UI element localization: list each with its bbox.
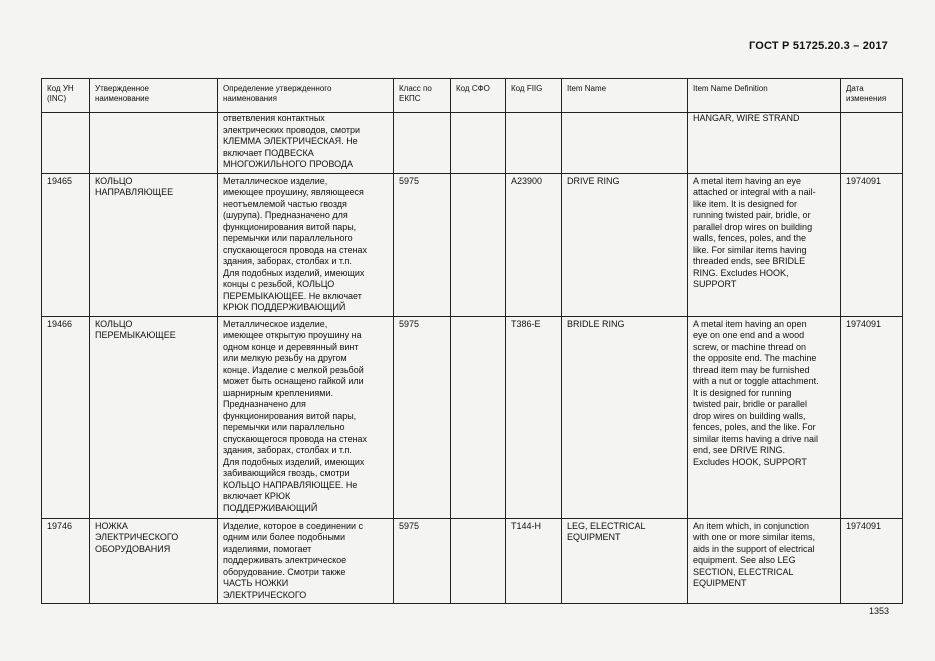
header-name: Утвержденное наименование	[90, 79, 218, 113]
cell-fiig: T144-H	[506, 518, 562, 604]
cell-name: КОЛЬЦО ПЕРЕМЫКАЮЩЕЕ	[90, 316, 218, 518]
cell-item-definition: An item which, in conjunction with one or more similar items, aids in the support of electrical equipment. See also LEG SECTION, ELECTRICAL EQUIPMENT	[688, 518, 841, 604]
cell-ekps: 5975	[394, 173, 451, 316]
table-header-row	[42, 79, 903, 113]
header-definition: Определение утвержденного наименования	[218, 79, 394, 113]
cell-item-name: DRIVE RING	[562, 173, 688, 316]
cell-name: КОЛЬЦО НАПРАВЛЯЮЩЕЕ	[90, 173, 218, 316]
cell-code	[42, 113, 90, 174]
cell-item-definition: A metal item having an open eye on one end and a wood screw, or machine thread on the opposite end. The machine thread item may be furnished with a nut or toggle attachment. It is designed for running twisted pair, bridle or parallel drop wires on building walls, fences, poles, and the like. For similar items having a drive nail end, see DRIVE RING. Excludes HOOK, SUPPORT	[688, 316, 841, 518]
cell-date	[841, 113, 903, 174]
header-fiig: Код FIIG	[506, 79, 562, 113]
cell-date: 1974091	[841, 316, 903, 518]
cell-definition: Металлическое изделие, имеющее проушину, являющееся неотъемлемой частью гвоздя (шурупа). Предназначено для функционирования витой пары, перемычки или параллельного спускающегося провода на стенах здания, заборах, столбах и т.п. Для подобных изделий, имеющих концы с резьбой, КОЛЬЦО ПЕРЕМЫКАЮЩЕЕ. Не включает КРЮК ПОДДЕРЖИВАЮЩИЙ	[218, 173, 394, 316]
header-ekps: Класс по ЕКПС	[394, 79, 451, 113]
cell-name	[90, 113, 218, 174]
cell-item-definition: HANGAR, WIRE STRAND	[688, 113, 841, 174]
cell-name: НОЖКА ЭЛЕКТРИЧЕСКОГО ОБОРУДОВАНИЯ	[90, 518, 218, 604]
cell-ekps: 5975	[394, 316, 451, 518]
cell-code: 19746	[42, 518, 90, 604]
cell-sfo	[451, 518, 506, 604]
cell-ekps: 5975	[394, 518, 451, 604]
nomenclature-table	[41, 78, 903, 604]
header-date: Дата изменения	[841, 79, 903, 113]
table-row	[42, 518, 903, 604]
cell-date: 1974091	[841, 518, 903, 604]
cell-sfo	[451, 113, 506, 174]
cell-ekps	[394, 113, 451, 174]
page-number: 1353	[868, 606, 889, 616]
cell-code: 19465	[42, 173, 90, 316]
cell-sfo	[451, 316, 506, 518]
cell-item-name: LEG, ELECTRICAL EQUIPMENT	[562, 518, 688, 604]
cell-fiig: A23900	[506, 173, 562, 316]
cell-fiig: T386-E	[506, 316, 562, 518]
header-item-name: Item Name	[562, 79, 688, 113]
cell-date: 1974091	[841, 173, 903, 316]
cell-sfo	[451, 173, 506, 316]
header-item-definition: Item Name Definition	[688, 79, 841, 113]
cell-fiig	[506, 113, 562, 174]
standard-designation: ГОСТ Р 51725.20.3 – 2017	[748, 40, 888, 52]
cell-item-definition: A metal item having an eye attached or integral with a nail- like item. It is designed for running twisted pair, bridle, or parallel drop wires on building walls, fences, poles, and the like. For similar items having threaded ends, see BRIDLE RING. Excludes HOOK, SUPPORT	[688, 173, 841, 316]
header-code: Код УН (INC)	[42, 79, 90, 113]
cell-definition: Металлическое изделие, имеющее открытую проушину на одном конце и деревянный винт или мелкую резьбу на другом конце. Изделие с мелкой резьбой может быть оснащено гайкой или шарнирным креплениями. Предназначено для функционирования витой пары, перемычки или параллельно спускающегося провода на стенах здания, заборах, столбах и т.п. Для подобных изделий, имеющих забивающийся гвоздь, смотри КОЛЬЦО НАПРАВЛЯЮЩЕЕ. Не включает КРЮК ПОДДЕРЖИВАЮЩИЙ	[218, 316, 394, 518]
header-sfo: Код СФО	[451, 79, 506, 113]
table-row	[42, 173, 903, 316]
table-row-continuation	[42, 113, 903, 174]
cell-item-name: BRIDLE RING	[562, 316, 688, 518]
cell-definition: ответвления контактных электрических проводов, смотри КЛЕММА ЭЛЕКТРИЧЕСКАЯ. Не включает ПОДВЕСКА МНОГОЖИЛЬНОГО ПРОВОДА	[218, 113, 394, 174]
cell-definition: Изделие, которое в соединении с одним или более подобными изделиями, помогает поддерживать электрическое оборудование. Смотри также ЧАСТЬ НОЖКИ ЭЛЕКТРИЧЕСКОГО	[218, 518, 394, 604]
cell-item-name	[562, 113, 688, 174]
cell-code: 19466	[42, 316, 90, 518]
table-row	[42, 316, 903, 518]
